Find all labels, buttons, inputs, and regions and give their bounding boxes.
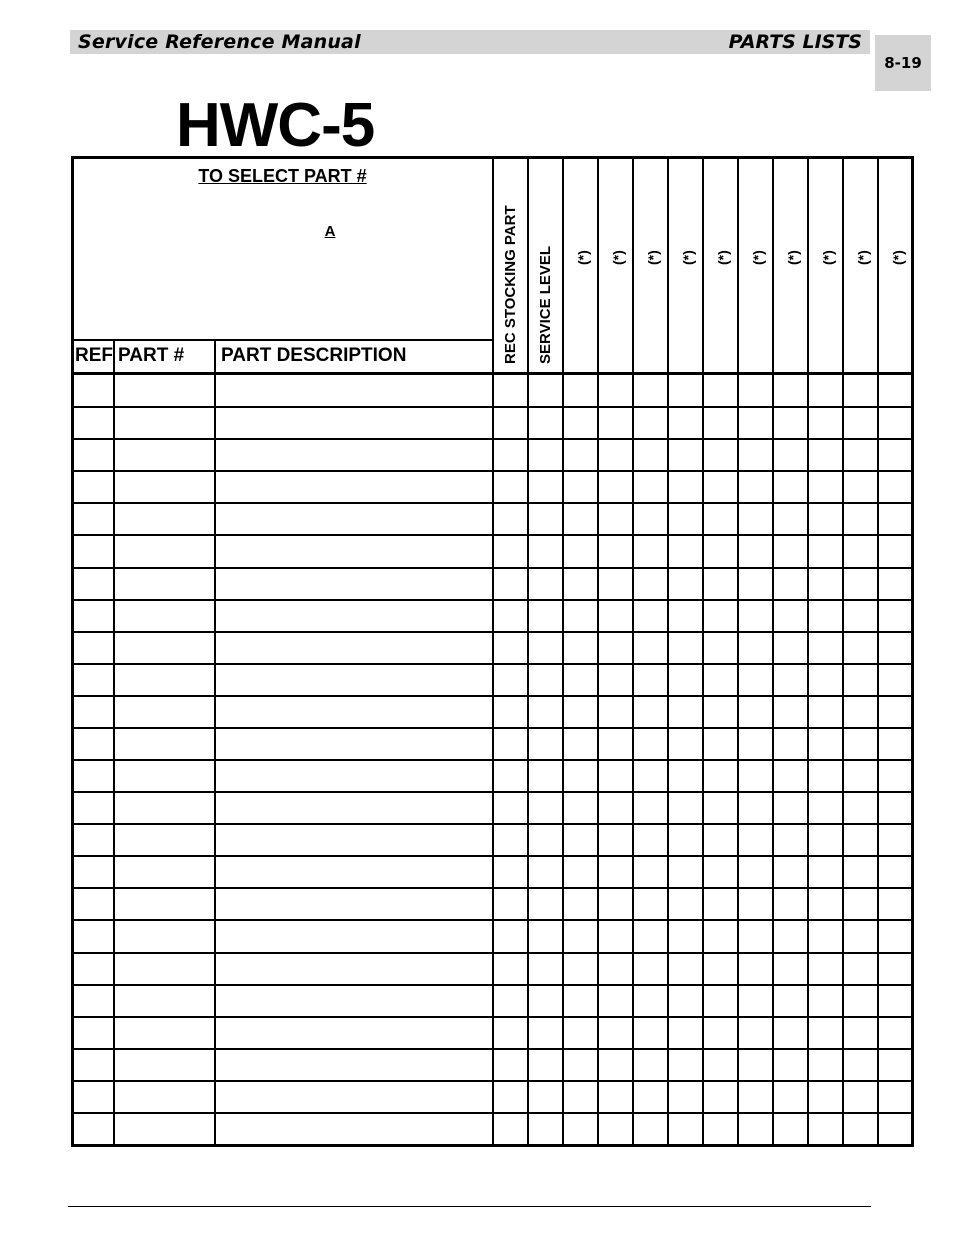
rec-stocking-part-header: REC STOCKING PART [502,205,519,364]
table-row [71,631,914,663]
service-level-header: SERVICE LEVEL [537,245,554,364]
table-row [71,1112,914,1144]
table-row [71,823,914,855]
table-row [71,1080,914,1112]
table-row [71,1048,914,1080]
table-row [71,759,914,791]
part-description-column-header: PART DESCRIPTION [221,345,407,366]
option-column-header: (*) [575,250,591,265]
option-column-header: (*) [750,250,766,265]
table-row [71,567,914,599]
table-row [71,984,914,1016]
footer-rule [68,1206,871,1207]
option-column-header: (*) [610,250,626,265]
ref-column-header: REF [75,345,113,366]
option-column-header: (*) [785,250,801,265]
manual-title: Service Reference Manual [78,31,361,53]
table-row [71,919,914,951]
table-row [71,663,914,695]
section-title: PARTS LISTS [728,31,862,53]
table-row [71,534,914,566]
table-row [71,470,914,502]
option-column-header: (*) [855,250,871,265]
select-area-rule [71,339,492,341]
table-row [71,406,914,438]
part-number-column-header: PART # [118,345,185,366]
option-column-header: (*) [680,250,696,265]
option-column-header: (*) [820,250,836,265]
variant-label: A [324,223,336,240]
model-title: HWC-5 [176,91,375,160]
option-column-header: (*) [890,250,906,265]
select-part-label: TO SELECT PART # [198,166,367,186]
table-row [71,727,914,759]
table-row [71,887,914,919]
table-row [71,502,914,534]
page-tab [875,35,931,91]
option-column-header: (*) [645,250,661,265]
table-row [71,1016,914,1048]
table-row [71,855,914,887]
table-row [71,952,914,984]
table-row [71,438,914,470]
page-number: 8-19 [884,54,922,72]
table-row [71,599,914,631]
option-column-header: (*) [715,250,731,265]
table-row [71,695,914,727]
table-row [71,791,914,823]
table-row [71,374,914,406]
header-bar [70,30,870,54]
